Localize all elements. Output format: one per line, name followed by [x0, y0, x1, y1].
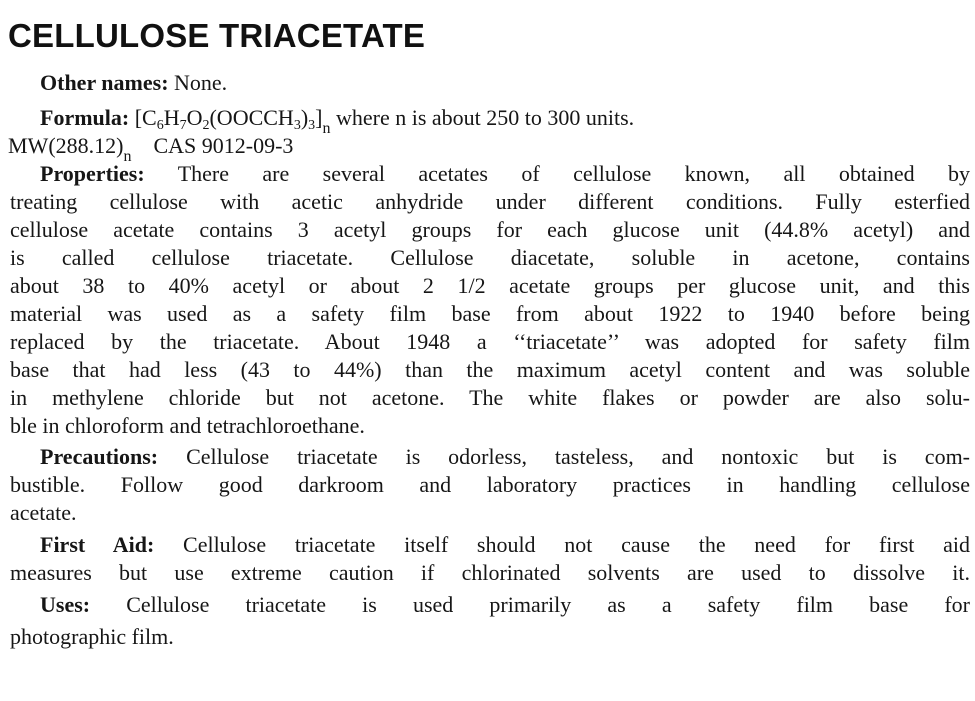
formula-expression: $[C_6H_7O_2(OOCCH_3)_3]_n$	[134, 105, 331, 137]
precautions-line: bustible. Follow good darkroom and laboratory practices in handling cellulose	[10, 472, 970, 497]
properties-line: cellulose acetate contains 3 acetyl groups for each glucose unit (44.8% acetyl) and	[10, 217, 970, 242]
molecular-weight: $MW(288.12)_n$	[8, 133, 132, 165]
first-aid-label: First Aid:	[40, 532, 155, 557]
other-names-label: Other names:	[40, 70, 169, 95]
precautions-line: acetate.	[10, 500, 77, 525]
first-aid-line: measures but use extreme caution if chlorinated solvents are used to dissolve it.	[10, 560, 970, 585]
properties-line: base that had less (43 to 44%) than the maximum acetyl content and was soluble	[10, 357, 970, 382]
uses-line: photographic film.	[10, 624, 174, 649]
other-names-value: None.	[174, 70, 228, 95]
properties-section	[10, 160, 970, 440]
document-body	[10, 69, 970, 651]
uses-section	[10, 591, 970, 651]
properties-line: in methylene chloride but not acetone. The white flakes or powder are also solu-	[10, 385, 970, 410]
precautions-label: Precautions:	[40, 444, 159, 469]
properties-label: Properties:	[40, 161, 145, 186]
precautions-line: Precautions: Cellulose triacetate is odorless, tasteless, and nontoxic but is com-	[40, 444, 970, 469]
page-title: CELLULOSE TRIACETATE	[8, 17, 426, 54]
first-aid-section	[10, 531, 970, 587]
properties-line: replaced by the triacetate. About 1948 a ‘‘triacetate’’ was adopted for safety film	[10, 329, 970, 354]
properties-line: treating cellulose with acetic anhydride under different conditions. Fully esterfied	[10, 189, 970, 214]
precautions-section	[10, 443, 970, 527]
formula-label: Formula:	[40, 105, 130, 130]
properties-line: material was used as a safety film base from about 1922 to 1940 before being	[10, 301, 970, 326]
uses-line: Uses: Cellulose triacetate is used primarily as a safety film base for	[40, 592, 970, 617]
properties-line: Properties: There are several acetates of cellulose known, all obtained by	[40, 161, 970, 186]
other-names-line	[10, 69, 970, 97]
properties-line: about 38 to 40% acetyl or about 2 1/2 acetate groups per glucose unit, and this	[10, 273, 970, 298]
formula-line	[10, 104, 970, 137]
mw-cas-line	[8, 132, 970, 165]
formula-description: where n is about 250 to 300 units.	[330, 105, 635, 130]
properties-line: is called cellulose triacetate. Cellulose diacetate, soluble in acetone, contains	[10, 245, 970, 270]
first-aid-line: First Aid: Cellulose triacetate itself should not cause the need for first aid	[40, 532, 970, 557]
properties-line: ble in chloroform and tetrachloroethane.	[10, 413, 365, 438]
cas-number: CAS 9012-09-3	[153, 133, 294, 158]
uses-label: Uses:	[40, 592, 91, 617]
